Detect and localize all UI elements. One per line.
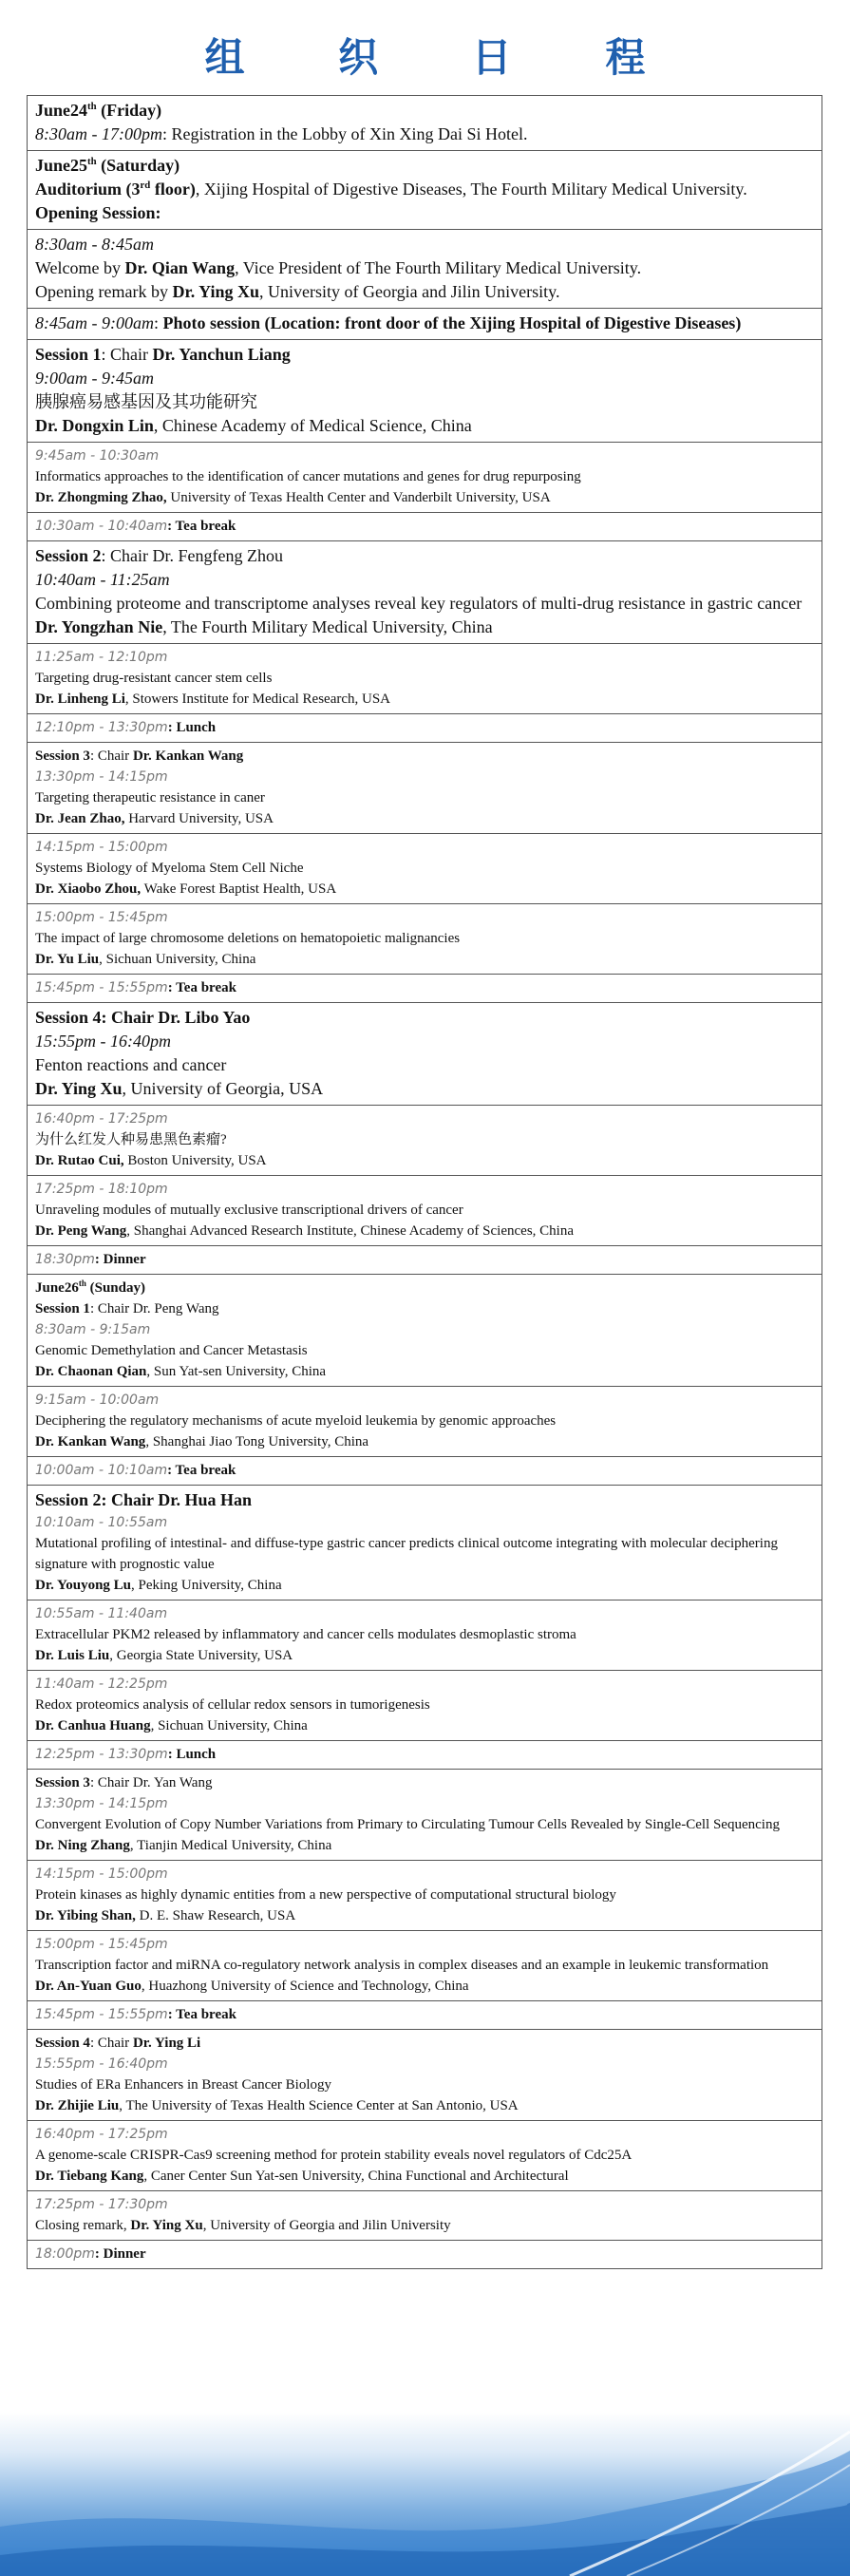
text: , Caner Center Sun Yat-sen University, China Functional and Architectural bbox=[143, 2169, 569, 2184]
schedule-line bbox=[35, 907, 814, 928]
text: , Stowers Institute for Medical Research, USA bbox=[124, 691, 391, 707]
schedule-cell bbox=[28, 644, 822, 714]
schedule-cell bbox=[28, 2241, 822, 2268]
text: D. E. Shaw Research, USA bbox=[135, 1908, 296, 1923]
schedule-line bbox=[35, 1077, 814, 1101]
schedule-cell bbox=[28, 2191, 822, 2241]
schedule-line bbox=[35, 2095, 814, 2116]
schedule-line bbox=[35, 1053, 814, 1077]
text: , The Fourth Military Medical University, China bbox=[162, 617, 493, 636]
schedule-cell bbox=[28, 1486, 822, 1601]
footer-decoration bbox=[0, 2413, 850, 2576]
schedule-line bbox=[35, 312, 814, 335]
schedule-line bbox=[35, 808, 814, 829]
text: 胰腺癌易感基因及其功能研究 bbox=[35, 392, 257, 411]
schedule-line bbox=[35, 949, 814, 970]
bold-text: Dr. Ying Xu bbox=[130, 2218, 203, 2233]
schedule-line bbox=[35, 568, 814, 592]
bold-text: Dr. Canhua Huang bbox=[35, 1718, 151, 1733]
schedule-line bbox=[35, 445, 814, 466]
time-range: 15:45pm - 15:55pm bbox=[35, 980, 168, 995]
schedule-line bbox=[35, 2074, 814, 2095]
schedule-line bbox=[35, 1340, 814, 1361]
time-range: 14:15pm - 15:00pm bbox=[35, 840, 168, 855]
text: Wake Forest Baptist Health, USA bbox=[141, 881, 337, 897]
schedule-line bbox=[35, 1030, 814, 1053]
schedule-line bbox=[35, 178, 814, 201]
time-range: 15:00pm - 15:45pm bbox=[35, 910, 168, 925]
schedule-line bbox=[35, 1298, 814, 1319]
text: 8:30am - 17:00pm bbox=[35, 124, 162, 143]
text: Extracellular PKM2 released by inflammatory and cancer cells modulates desmoplastic stroma bbox=[35, 1627, 576, 1642]
schedule-line bbox=[35, 1179, 814, 1200]
time-range: 12:25pm - 13:30pm bbox=[35, 1747, 168, 1762]
bold-text: Dr. Rutao Cui, bbox=[35, 1153, 124, 1168]
schedule-line bbox=[35, 256, 814, 280]
schedule-line bbox=[35, 1645, 814, 1666]
schedule-cell bbox=[28, 1770, 822, 1861]
schedule-line bbox=[35, 1150, 814, 1171]
schedule-cell bbox=[28, 1457, 822, 1486]
schedule-cell bbox=[28, 151, 822, 230]
schedule-line bbox=[35, 1411, 814, 1431]
schedule-line bbox=[35, 717, 814, 738]
schedule-line bbox=[35, 1249, 814, 1270]
bold-text: Dr. Ning Zhang bbox=[35, 1838, 130, 1853]
time-range: 9:45am - 10:30am bbox=[35, 448, 160, 464]
text: , University of Georgia, USA bbox=[122, 1079, 324, 1098]
schedule-line bbox=[35, 516, 814, 537]
schedule-line bbox=[35, 1200, 814, 1221]
schedule-line bbox=[35, 2166, 814, 2187]
text: , Shanghai Advanced Research Institute, Chinese Academy of Sciences, China bbox=[126, 1223, 574, 1239]
schedule-line bbox=[35, 1108, 814, 1129]
time-range: 18:00pm bbox=[35, 2246, 95, 2262]
bold-text: Session 3 bbox=[35, 748, 90, 764]
schedule-cell bbox=[28, 1246, 822, 1275]
bold-text: (Sunday) bbox=[85, 1280, 145, 1296]
text: , Shanghai Jiao Tong University, China bbox=[145, 1434, 369, 1449]
schedule-cell bbox=[28, 975, 822, 1003]
text: University of Texas Health Center and Vanderbilt University, USA bbox=[166, 490, 551, 505]
schedule-line bbox=[35, 1772, 814, 1793]
bold-text: Session 2: Chair Dr. Hua Han bbox=[35, 1490, 253, 1509]
bold-text: (Friday) bbox=[96, 101, 162, 120]
schedule-line bbox=[35, 1955, 814, 1976]
time-range: 10:00am - 10:10am bbox=[35, 1463, 168, 1478]
text: Protein kinases as highly dynamic entities from a new perspective of computational structural biology bbox=[35, 1887, 616, 1903]
bold-text: Dr. Jean Zhao, bbox=[35, 811, 125, 826]
schedule-line bbox=[35, 201, 814, 225]
bold-text: June25 bbox=[35, 156, 88, 175]
time-range: 14:15pm - 15:00pm bbox=[35, 1866, 168, 1882]
text: : Registration in the Lobby of Xin Xing Dai Si Hotel. bbox=[161, 124, 528, 143]
text: Transcription factor and miRNA co-regulatory network analysis in complex diseases and an example in leukemic transformation bbox=[35, 1958, 769, 1973]
schedule-line bbox=[35, 1460, 814, 1481]
text: A genome-scale CRISPR-Cas9 screening method for protein stability eveals novel regulators of Cdc25A bbox=[35, 2148, 633, 2163]
schedule-line bbox=[35, 647, 814, 668]
text: , Peking University, China bbox=[131, 1578, 282, 1593]
text: Informatics approaches to the identification of cancer mutations and genes for drug repurposing bbox=[35, 469, 581, 484]
schedule-line bbox=[35, 2033, 814, 2054]
schedule-cell bbox=[28, 340, 822, 443]
text: , The University of Texas Health Science Center at San Antonio, USA bbox=[119, 2098, 519, 2113]
bold-text: June26 bbox=[35, 1280, 79, 1296]
bold-text: Dr. Qian Wang bbox=[124, 258, 236, 277]
schedule-line bbox=[35, 928, 814, 949]
schedule-cell bbox=[28, 309, 822, 340]
schedule-line bbox=[35, 2054, 814, 2074]
schedule-cell bbox=[28, 714, 822, 743]
schedule-cell bbox=[28, 541, 822, 644]
schedule-line bbox=[35, 414, 814, 438]
time-range: 8:30am - 9:15am bbox=[35, 1322, 151, 1337]
schedule-table bbox=[27, 95, 822, 2269]
bold-text: : Tea break bbox=[167, 1463, 236, 1478]
schedule-line bbox=[35, 1744, 814, 1765]
schedule-line bbox=[35, 2215, 814, 2236]
bold-text: Session 3 bbox=[35, 1775, 90, 1790]
text: Welcome by bbox=[35, 258, 125, 277]
schedule-line bbox=[35, 1390, 814, 1411]
time-range: 10:10am - 10:55am bbox=[35, 1515, 168, 1530]
text: , Vice President of The Fourth Military Medical University. bbox=[235, 258, 642, 277]
schedule-line bbox=[35, 1575, 814, 1596]
schedule-line bbox=[35, 1976, 814, 1997]
schedule-cell bbox=[28, 96, 822, 151]
schedule-cell bbox=[28, 2001, 822, 2030]
schedule-line bbox=[35, 1934, 814, 1955]
text: 8:45am - 9:00am bbox=[35, 313, 154, 332]
text: , Sun Yat-sen University, China bbox=[146, 1364, 327, 1379]
schedule-cell bbox=[28, 1275, 822, 1387]
bold-text: Dr. Zhongming Zhao, bbox=[35, 490, 167, 505]
text: Opening remark by bbox=[35, 282, 173, 301]
text: Closing remark, bbox=[35, 2218, 131, 2233]
text: Combining proteome and transcriptome analyses reveal key regulators of multi-drug resistance in gastric cancer bbox=[35, 594, 803, 613]
time-range: 9:15am - 10:00am bbox=[35, 1392, 160, 1408]
text: 10:40am - 11:25am bbox=[35, 570, 170, 589]
schedule-line bbox=[35, 837, 814, 858]
schedule-cell bbox=[28, 443, 822, 513]
time-range: 15:45pm - 15:55pm bbox=[35, 2007, 168, 2022]
schedule-line bbox=[35, 767, 814, 787]
text: , University of Georgia and Jilin University bbox=[202, 2218, 451, 2233]
text: , Huazhong University of Science and Technology, China bbox=[141, 1979, 469, 1994]
schedule-line bbox=[35, 879, 814, 900]
schedule-line bbox=[35, 1361, 814, 1382]
time-range: 10:55am - 11:40am bbox=[35, 1606, 168, 1621]
bold-text: Session 2 bbox=[35, 546, 102, 565]
schedule-line bbox=[35, 487, 814, 508]
schedule-line bbox=[35, 616, 814, 639]
bold-text: Auditorium (3 bbox=[35, 180, 141, 199]
schedule-line bbox=[35, 1603, 814, 1624]
bold-text: Session 1 bbox=[35, 1301, 90, 1316]
schedule-cell bbox=[28, 1387, 822, 1457]
time-range: 16:40pm - 17:25pm bbox=[35, 2127, 168, 2142]
bold-text: Dr. Kankan Wang bbox=[35, 1434, 146, 1449]
text: : Chair bbox=[89, 748, 133, 764]
bold-text: rd bbox=[140, 180, 151, 191]
time-range: 11:40am - 12:25pm bbox=[35, 1676, 168, 1692]
schedule-line bbox=[35, 1885, 814, 1905]
time-range: 13:30pm - 14:15pm bbox=[35, 1796, 168, 1811]
bold-text: Dr. An-Yuan Guo bbox=[35, 1979, 142, 1994]
bold-text: Dr. Yongzhan Nie bbox=[35, 617, 163, 636]
bold-text: Session 4 bbox=[35, 2036, 90, 2051]
schedule-line bbox=[35, 280, 814, 304]
bold-text: Dr. Ying Xu bbox=[172, 282, 259, 301]
bold-text: : Lunch bbox=[167, 720, 217, 735]
schedule-cell bbox=[28, 1861, 822, 1931]
bold-text: Dr. Kankan Wang bbox=[132, 748, 244, 764]
schedule-line bbox=[35, 390, 814, 414]
time-range: 17:25pm - 17:30pm bbox=[35, 2197, 168, 2212]
bold-text: Dr. Yibing Shan, bbox=[35, 1908, 136, 1923]
time-range: 11:25am - 12:10pm bbox=[35, 650, 168, 665]
bold-text: Dr. Chaonan Qian bbox=[35, 1364, 147, 1379]
day-heading bbox=[35, 1278, 814, 1298]
wave-graphic bbox=[0, 2413, 850, 2576]
text: 为什么红发人种易患黑色素瘤? bbox=[35, 1132, 227, 1147]
bold-text: Photo session (Location: front door of the Xijing Hospital of Digestive Diseases) bbox=[162, 313, 742, 332]
bold-text: Dr. Peng Wang bbox=[35, 1223, 127, 1239]
schedule-line bbox=[35, 2244, 814, 2264]
text: : Chair Dr. Yan Wang bbox=[89, 1775, 213, 1790]
text: : bbox=[153, 313, 163, 332]
schedule-line bbox=[35, 787, 814, 808]
text: , Sichuan University, China bbox=[99, 952, 256, 967]
schedule-cell bbox=[28, 1106, 822, 1176]
time-range: 13:30pm - 14:15pm bbox=[35, 769, 168, 785]
bold-text: Dr. Xiaobo Zhou, bbox=[35, 881, 142, 897]
schedule-line bbox=[35, 858, 814, 879]
time-range: 18:30pm bbox=[35, 1252, 95, 1267]
text: , Tianjin Medical University, China bbox=[129, 1838, 332, 1853]
bold-text: Dr. Youyong Lu bbox=[35, 1578, 132, 1593]
schedule-line bbox=[35, 123, 814, 146]
text: Mutational profiling of intestinal- and diffuse-type gastric cancer predicts clinical outcome integrating with molecular deciphering signature with prognostic value bbox=[35, 1536, 778, 1572]
bold-text: : Dinner bbox=[94, 2246, 146, 2262]
bold-text: : Tea break bbox=[167, 2007, 236, 2022]
bold-text: Dr. Tiebang Kang bbox=[35, 2169, 144, 2184]
schedule-line bbox=[35, 1006, 814, 1030]
text: Fenton reactions and cancer bbox=[35, 1055, 227, 1074]
schedule-line bbox=[35, 1793, 814, 1814]
text: Systems Biology of Myeloma Stem Cell Niche bbox=[35, 861, 304, 876]
schedule-line bbox=[35, 1715, 814, 1736]
text: Targeting therapeutic resistance in caner bbox=[35, 790, 265, 805]
schedule-line bbox=[35, 1221, 814, 1241]
schedule-line bbox=[35, 1319, 814, 1340]
bold-text: Opening Session: bbox=[35, 203, 161, 222]
schedule-line bbox=[35, 2145, 814, 2166]
text: Harvard University, USA bbox=[124, 811, 274, 826]
schedule-line bbox=[35, 592, 814, 616]
text: : Chair bbox=[101, 345, 153, 364]
schedule-cell bbox=[28, 2121, 822, 2191]
schedule-line bbox=[35, 1488, 814, 1512]
schedule-line bbox=[35, 2194, 814, 2215]
schedule-cell bbox=[28, 1003, 822, 1106]
text: Convergent Evolution of Copy Number Variations from Primary to Circulating Tumour Cells Revealed by Single-Cell Sequencing bbox=[35, 1817, 780, 1832]
text: 15:55pm - 16:40pm bbox=[35, 1032, 171, 1051]
schedule-line bbox=[35, 2004, 814, 2025]
bold-text: Dr. Linheng Li bbox=[35, 691, 125, 707]
schedule-cell bbox=[28, 743, 822, 834]
bold-text: Dr. Ying Li bbox=[132, 2036, 201, 2051]
bold-text: June24 bbox=[35, 101, 88, 120]
schedule-line bbox=[35, 746, 814, 767]
bold-text: Dr. Yanchun Liang bbox=[152, 345, 291, 364]
text: : Chair bbox=[89, 2036, 133, 2051]
schedule-line bbox=[35, 1129, 814, 1150]
time-range: 16:40pm - 17:25pm bbox=[35, 1111, 168, 1127]
text: The impact of large chromosome deletions on hematopoietic malignancies bbox=[35, 931, 461, 946]
text: Boston University, USA bbox=[123, 1153, 267, 1168]
schedule-cell bbox=[28, 904, 822, 975]
schedule-cell bbox=[28, 1176, 822, 1246]
text: , Chinese Academy of Medical Science, China bbox=[153, 416, 472, 435]
day-heading bbox=[35, 99, 814, 123]
text: , Sichuan University, China bbox=[150, 1718, 308, 1733]
schedule-line bbox=[35, 1835, 814, 1856]
schedule-cell bbox=[28, 1601, 822, 1671]
text: , Georgia State University, USA bbox=[109, 1648, 293, 1663]
schedule-line bbox=[35, 1533, 814, 1575]
time-range: 15:55pm - 16:40pm bbox=[35, 2056, 168, 2072]
bold-text: th bbox=[87, 101, 97, 112]
bold-text: (Saturday) bbox=[96, 156, 180, 175]
schedule-cell bbox=[28, 2030, 822, 2121]
schedule-line bbox=[35, 1431, 814, 1452]
bold-text: Dr. Ying Xu bbox=[35, 1079, 123, 1098]
bold-text: : Tea break bbox=[167, 980, 236, 995]
schedule-line bbox=[35, 1695, 814, 1715]
bold-text: th bbox=[87, 156, 97, 167]
schedule-line bbox=[35, 466, 814, 487]
schedule-line bbox=[35, 544, 814, 568]
text: Studies of ERa Enhancers in Breast Cancer Biology bbox=[35, 2077, 332, 2093]
time-range: 12:10pm - 13:30pm bbox=[35, 720, 168, 735]
schedule-line bbox=[35, 1512, 814, 1533]
bold-text: Session 1 bbox=[35, 345, 102, 364]
schedule-cell bbox=[28, 834, 822, 904]
text: 9:00am - 9:45am bbox=[35, 369, 154, 388]
bold-text: Session 4: Chair Dr. Libo Yao bbox=[35, 1008, 251, 1027]
schedule-line bbox=[35, 977, 814, 998]
bold-text: floor) bbox=[150, 180, 196, 199]
schedule-line bbox=[35, 668, 814, 689]
time-range: 10:30am - 10:40am bbox=[35, 519, 168, 534]
schedule-cell bbox=[28, 1671, 822, 1741]
text: Targeting drug-resistant cancer stem cells bbox=[35, 671, 273, 686]
text: , Xijing Hospital of Digestive Diseases, The Fourth Military Medical University. bbox=[195, 180, 747, 199]
schedule-line bbox=[35, 689, 814, 710]
schedule-line bbox=[35, 233, 814, 256]
text: 8:30am - 8:45am bbox=[35, 235, 154, 254]
schedule-cell bbox=[28, 1931, 822, 2001]
text: : Chair Dr. Peng Wang bbox=[89, 1301, 219, 1316]
bold-text: : Tea break bbox=[167, 519, 236, 534]
bold-text: Dr. Luis Liu bbox=[35, 1648, 110, 1663]
schedule-line bbox=[35, 1814, 814, 1835]
schedule-line bbox=[35, 343, 814, 367]
schedule-cell bbox=[28, 1741, 822, 1770]
bold-text: Dr. Dongxin Lin bbox=[35, 416, 154, 435]
schedule-line bbox=[35, 1905, 814, 1926]
time-range: 15:00pm - 15:45pm bbox=[35, 1937, 168, 1952]
schedule-line bbox=[35, 1624, 814, 1645]
text: Redox proteomics analysis of cellular redox sensors in tumorigenesis bbox=[35, 1697, 430, 1713]
page-title: 组 织 日 程 bbox=[204, 34, 686, 81]
bold-text: Dr. Yu Liu bbox=[35, 952, 100, 967]
day-heading bbox=[35, 154, 814, 178]
schedule-line bbox=[35, 367, 814, 390]
text: Deciphering the regulatory mechanisms of acute myeloid leukemia by genomic approaches bbox=[35, 1413, 557, 1429]
text: : Chair Dr. Fengfeng Zhou bbox=[101, 546, 284, 565]
schedule-line bbox=[35, 1864, 814, 1885]
bold-text: Dr. Zhijie Liu bbox=[35, 2098, 120, 2113]
bold-text: : Lunch bbox=[167, 1747, 217, 1762]
schedule-line bbox=[35, 2124, 814, 2145]
bold-text: : Dinner bbox=[94, 1252, 146, 1267]
schedule-line bbox=[35, 1674, 814, 1695]
text: , University of Georgia and Jilin University. bbox=[259, 282, 560, 301]
schedule-cell bbox=[28, 513, 822, 541]
text: Genomic Demethylation and Cancer Metastasis bbox=[35, 1343, 308, 1358]
bold-text: th bbox=[78, 1279, 86, 1288]
time-range: 17:25pm - 18:10pm bbox=[35, 1182, 168, 1197]
text: Unraveling modules of mutually exclusive transcriptional drivers of cancer bbox=[35, 1203, 463, 1218]
schedule-cell bbox=[28, 230, 822, 309]
